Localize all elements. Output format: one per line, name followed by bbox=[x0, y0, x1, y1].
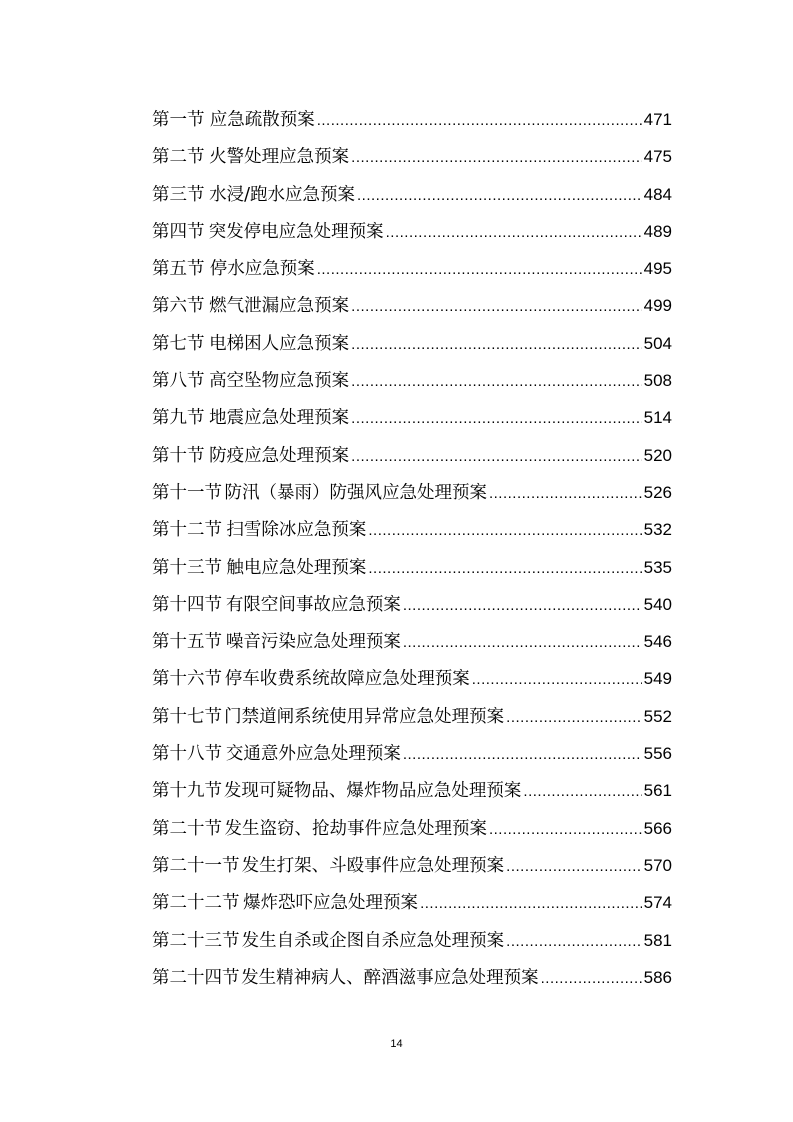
section-label: 第二十一节 bbox=[152, 855, 240, 876]
dot-leader bbox=[403, 628, 642, 658]
section-title: 高空坠物应急预案 bbox=[209, 371, 350, 392]
toc-entry[interactable] bbox=[152, 627, 672, 664]
section-title: 突发停电应急处理预案 bbox=[208, 221, 384, 242]
toc-entry[interactable] bbox=[152, 366, 672, 403]
section-label: 第七节 bbox=[152, 333, 205, 354]
dot-leader bbox=[506, 852, 641, 882]
dot-leader bbox=[351, 292, 641, 322]
section-label: 第五节 bbox=[152, 259, 205, 280]
section-title: 发生打架、斗殴事件应急处理预案 bbox=[241, 855, 505, 876]
section-title: 噪音污染应急处理预案 bbox=[225, 632, 401, 653]
page-ref: 566 bbox=[643, 818, 672, 838]
toc-entry[interactable] bbox=[152, 478, 672, 515]
section-label: 第一节 bbox=[152, 110, 205, 130]
toc-entry[interactable] bbox=[152, 291, 672, 328]
section-title: 防疫应急处理预案 bbox=[209, 445, 350, 466]
dot-leader bbox=[523, 777, 641, 807]
section-title: 门禁道闸系统使用异常应急处理预案 bbox=[224, 706, 505, 727]
page-ref: 561 bbox=[643, 781, 672, 801]
section-label: 第六节 bbox=[152, 296, 205, 317]
dot-leader bbox=[351, 367, 641, 397]
section-label: 第四节 bbox=[152, 221, 205, 242]
dot-leader bbox=[489, 479, 642, 509]
toc-entry[interactable] bbox=[152, 403, 672, 440]
page-ref: 504 bbox=[643, 333, 672, 353]
page-ref: 552 bbox=[643, 706, 672, 726]
section-label: 第十三节 bbox=[152, 557, 222, 578]
page-ref: 549 bbox=[643, 669, 672, 689]
page-ref: 489 bbox=[643, 221, 672, 241]
section-label: 第八节 bbox=[152, 371, 205, 392]
dot-leader bbox=[368, 516, 641, 546]
toc-entry[interactable] bbox=[152, 142, 672, 179]
toc-entry[interactable] bbox=[152, 926, 672, 963]
toc-entry[interactable] bbox=[152, 664, 672, 701]
section-label: 第三节 bbox=[152, 184, 205, 205]
page-ref: 508 bbox=[643, 371, 672, 391]
section-label: 第十五节 bbox=[152, 632, 222, 653]
page-ref: 570 bbox=[643, 855, 672, 875]
page-ref: 532 bbox=[643, 520, 672, 540]
section-title: 燃气泄漏应急预案 bbox=[209, 296, 350, 317]
toc-entry[interactable] bbox=[152, 776, 672, 813]
dot-leader bbox=[541, 964, 642, 994]
page-ref: 499 bbox=[643, 296, 672, 316]
page-ref: 471 bbox=[643, 110, 672, 129]
section-title: 电梯困人应急预案 bbox=[209, 333, 350, 354]
section-title: 防汛（暴雨）防强风应急处理预案 bbox=[224, 482, 487, 503]
section-title: 触电应急处理预案 bbox=[226, 557, 367, 578]
dot-leader bbox=[317, 255, 642, 285]
dot-leader bbox=[351, 442, 641, 472]
toc-entry[interactable] bbox=[152, 180, 672, 217]
section-label: 第十二节 bbox=[152, 520, 222, 541]
section-title: 爆炸恐吓应急处理预案 bbox=[243, 893, 419, 914]
section-title: 发生自杀或企图自杀应急处理预案 bbox=[241, 930, 505, 951]
toc-entry[interactable] bbox=[152, 553, 672, 590]
section-title: 发现可疑物品、爆炸物品应急处理预案 bbox=[223, 781, 522, 802]
section-label: 第十六节 bbox=[152, 669, 222, 690]
section-title: 水浸/跑水应急预案 bbox=[209, 184, 355, 205]
dot-leader bbox=[506, 927, 641, 957]
dot-leader bbox=[472, 665, 642, 695]
toc-entry[interactable] bbox=[152, 254, 672, 291]
toc-entry[interactable] bbox=[152, 590, 672, 627]
page-ref: 495 bbox=[643, 259, 672, 279]
section-label: 第十节 bbox=[152, 445, 205, 466]
dot-leader bbox=[403, 740, 642, 770]
toc-entry[interactable] bbox=[152, 105, 672, 142]
dot-leader bbox=[351, 143, 641, 173]
section-title: 交通意外应急处理预案 bbox=[225, 744, 401, 765]
page-number: 14 bbox=[390, 1038, 403, 1050]
toc-entry[interactable] bbox=[152, 515, 672, 552]
page-ref: 526 bbox=[643, 482, 672, 502]
section-title: 扫雪除冰应急预案 bbox=[226, 520, 367, 541]
table-of-contents bbox=[152, 105, 672, 1000]
section-title: 应急疏散预案 bbox=[209, 110, 315, 130]
page-ref: 581 bbox=[643, 930, 672, 950]
toc-entry[interactable] bbox=[152, 329, 672, 366]
page-ref: 484 bbox=[643, 184, 672, 204]
section-title: 停车收费系统故障应急处理预案 bbox=[224, 669, 470, 690]
section-label: 第二十二节 bbox=[152, 893, 240, 914]
toc-entry[interactable] bbox=[152, 739, 672, 776]
dot-leader bbox=[351, 330, 641, 360]
toc-entry[interactable] bbox=[152, 702, 672, 739]
section-label: 第二十节 bbox=[152, 818, 222, 839]
page-ref: 475 bbox=[643, 147, 672, 167]
page-ref: 546 bbox=[643, 632, 672, 652]
toc-entry[interactable] bbox=[152, 963, 672, 1000]
section-title: 发生盗窃、抢劫事件应急处理预案 bbox=[224, 818, 487, 839]
page-ref: 586 bbox=[643, 967, 672, 987]
dot-leader bbox=[368, 554, 641, 584]
toc-entry[interactable] bbox=[152, 888, 672, 925]
toc-entry[interactable] bbox=[152, 441, 672, 478]
dot-leader bbox=[506, 703, 641, 733]
section-label: 第十八节 bbox=[152, 744, 222, 765]
page-ref: 574 bbox=[643, 893, 672, 913]
dot-leader bbox=[489, 815, 642, 845]
page-ref: 535 bbox=[643, 557, 672, 577]
section-label: 第十四节 bbox=[152, 594, 222, 615]
page-ref: 514 bbox=[643, 408, 672, 428]
page-ref: 556 bbox=[643, 744, 672, 764]
section-label: 第二节 bbox=[152, 147, 205, 168]
dot-leader bbox=[351, 404, 641, 434]
page-ref: 540 bbox=[643, 594, 672, 614]
dot-leader bbox=[317, 106, 642, 136]
dot-leader bbox=[386, 218, 642, 248]
section-title: 发生精神病人、醉酒滋事应急处理预案 bbox=[241, 967, 539, 988]
dot-leader bbox=[357, 181, 642, 211]
section-title: 火警处理应急预案 bbox=[209, 147, 350, 168]
section-label: 第二十三节 bbox=[152, 930, 240, 951]
toc-entry[interactable] bbox=[152, 851, 672, 888]
toc-entry[interactable] bbox=[152, 217, 672, 254]
dot-leader bbox=[420, 889, 642, 919]
section-label: 第十九节 bbox=[152, 781, 222, 802]
dot-leader bbox=[403, 591, 642, 621]
page-ref: 520 bbox=[643, 445, 672, 465]
toc-entry[interactable] bbox=[152, 814, 672, 851]
section-label: 第十七节 bbox=[152, 706, 222, 727]
section-label: 第二十四节 bbox=[152, 967, 240, 988]
section-title: 地震应急处理预案 bbox=[209, 408, 350, 429]
section-title: 有限空间事故应急预案 bbox=[225, 594, 401, 615]
section-label: 第九节 bbox=[152, 408, 205, 429]
section-title: 停水应急预案 bbox=[209, 259, 315, 280]
section-label: 第十一节 bbox=[152, 482, 222, 503]
